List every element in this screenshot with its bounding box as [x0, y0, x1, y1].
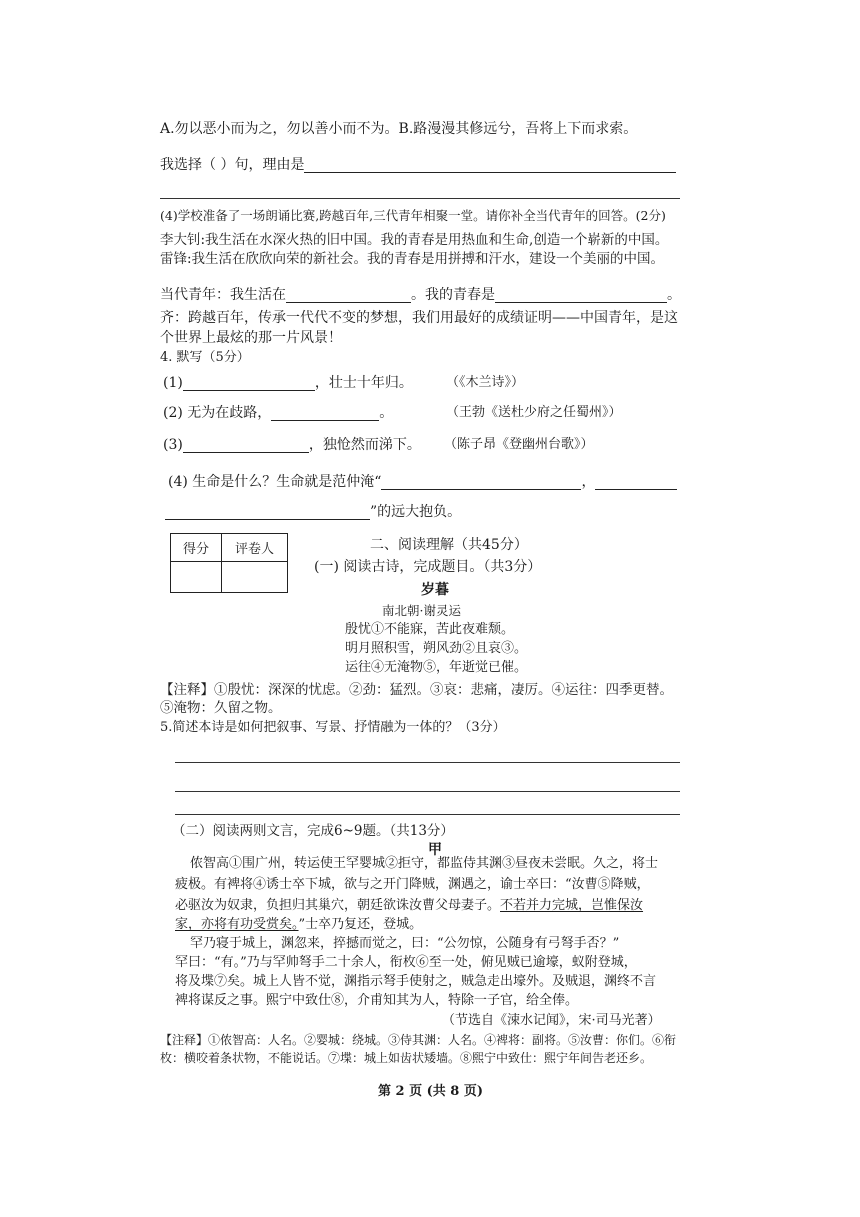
item4-mid: ， [581, 474, 596, 490]
passage-line [175, 918, 422, 932]
item4-blank-3 [165, 505, 370, 520]
answer-rule [175, 762, 680, 763]
choice-line [160, 158, 676, 173]
grader-header: 评卷人 [222, 534, 288, 562]
item4-end: ”的远大抱负。 [370, 504, 462, 520]
youth-blank-1 [286, 288, 411, 303]
question-5: 5.简述本诗是如何把叙事、写景、抒情融为一体的？（3分） [160, 720, 506, 735]
dictation-item-4 [168, 475, 677, 490]
underlined-sentence: 家，亦将有功受赏矣。 [175, 917, 299, 932]
score-header: 得分 [171, 534, 222, 562]
passage-label: 甲 [428, 842, 442, 858]
item1-text: ，壮士十年归。 [314, 375, 413, 391]
reason-blank [304, 158, 676, 173]
youth-end: 。 [667, 287, 681, 303]
passage-text: 必驱汝为奴隶，负担归其巢穴，朝廷欲诛汝曹父母妻子。 [175, 898, 501, 913]
passage-line: 罕曰：“有。”乃与罕帅弩手二十余人，衔枚⑥至一处，俯见贼已逾壕，蚁附登城， [175, 955, 637, 970]
poem-author: 南北朝·谢灵运 [382, 603, 461, 618]
youth-blank-2 [495, 288, 667, 303]
item4-blank-2 [595, 475, 677, 490]
poem-line: 运往④无淹物⑤，年逝觉已催。 [345, 660, 528, 675]
score-box [170, 533, 288, 593]
choice-prompt: 我选择（ ）句，理由是 [160, 157, 305, 173]
lei-feng-line: 雷锋:我生活在欣欣向荣的新社会。我的青春是用拼搏和汗水，建设一个美丽的中国。 [160, 251, 665, 267]
passage-citation: （节选自《涑水记闻》，宋·司马光著） [442, 1013, 661, 1028]
item3-prefix: (3) [163, 437, 183, 453]
passage-line [175, 899, 643, 913]
item2-blank [271, 406, 379, 421]
item2-prefix: (2) 无为在歧路， [163, 405, 272, 421]
item1-blank [183, 376, 315, 391]
dictation-title: 4. 默写（5分） [160, 350, 250, 365]
dictation-item-3 [163, 438, 421, 453]
poem-notes: ⑤淹物：久留之物。 [160, 700, 282, 716]
li-dazhao-line: 李大钊:我生活在水深火热的旧中国。我的青春是用热血和生命,创造一个崭新的中国。 [160, 232, 669, 248]
page-number: 第 2 页 (共 8 页) [378, 1084, 484, 1099]
item3-blank [183, 438, 309, 453]
poem-notes: 【注释】①殷忧：深深的忧虑。②劲：猛烈。③哀：悲痛，凄厉。④运往：四季更替。 [160, 682, 673, 698]
poem-title: 岁暮 [421, 582, 449, 598]
score-cell [171, 562, 222, 593]
dictation-item-1 [163, 376, 413, 391]
item3-text: ，独怆然而涕下。 [308, 437, 421, 453]
contemporary-youth-line [160, 288, 681, 303]
youth-mid: 。我的青春是 [411, 287, 495, 303]
item4-prefix: (4) 生命是什么？生命就是范仲淹“ [168, 474, 382, 490]
grader-cell [222, 562, 288, 593]
item4-blank-1 [381, 475, 581, 490]
passage-notes: 枚：横咬着条状物，不能说话。⑦堞：城上如齿状矮墙。⑧熙宁中致仕：熙宁年间告老还乡。 [160, 1051, 653, 1065]
proverb-options: A.勿以恶小而为之，勿以善小而不为。B.路漫漫其修远兮，吾将上下而求索。 [160, 121, 638, 137]
answer-rule [175, 814, 680, 815]
item2-source: （王勃《送杜少府之任蜀州》） [446, 405, 622, 420]
passage-line: 将及堞⑦矣。城上人皆不觉，渊指示弩手使射之，贼急走出壕外。及贼退，渊终不言 [175, 974, 657, 989]
chorus-line-2: 个世界上最炫的那一片风景！ [160, 330, 342, 346]
item2-text: 。 [379, 405, 394, 421]
youth-lead: 当代青年：我生活在 [160, 287, 286, 303]
answer-rule [175, 791, 680, 792]
passage-text: ”士卒乃复还，登城。 [298, 917, 423, 932]
dictation-item-4-cont [165, 505, 461, 520]
poem-line: 明月照积雪，朔风劲②且哀③。 [345, 641, 528, 656]
passage-line: 疲极。有裨将④诱士卒下城，欲与之开门降贼，渊遇之，谕士卒曰：“汝曹⑤降贼， [175, 877, 650, 892]
passage-line: 罕乃寝于城上，渊忽来，捽撼而觉之，曰：“公勿惊，公随身有弓弩手否？” [190, 936, 620, 951]
part2-title: （二）阅读两则文言，完成6~9题。（共13分） [172, 823, 454, 839]
passage-line: 侬智高①围广州，转运使王罕婴城②拒守，都监侍其渊③昼夜未尝眠。久之，将士 [190, 856, 659, 871]
item1-prefix: (1) [163, 375, 183, 391]
recitation-prompt: (4)学校准备了一场朗诵比赛,跨越百年,三代青年相聚一堂。请你补全当代青年的回答。(2分) [160, 208, 666, 223]
chorus-line-1: 齐：跨越百年，传承一代代不变的梦想，我们用最好的成绩证明——中国青年，是这 [160, 310, 678, 326]
section-title: 二、阅读理解（共45分） [370, 537, 528, 553]
passage-line: 裨将谋反之事。熙宁中致仕⑧，介甫知其为人，特除一子官，给全俸。 [175, 993, 579, 1008]
poem-line: 殷忧①不能寐，苦此夜难颓。 [345, 622, 515, 637]
answer-rule [160, 198, 680, 199]
dictation-item-2 [163, 406, 393, 421]
item3-source: （陈子昂《登幽州台歌》） [444, 437, 594, 452]
passage-notes: 【注释】①侬智高：人名。②婴城：绕城。③侍其渊：人名。④裨将：副将。⑤汝曹：你们。⑥衔 [160, 1033, 677, 1047]
item1-source: （《木兰诗》） [446, 375, 525, 390]
underlined-sentence: 不若并力完城，岂惟保汝 [500, 898, 644, 913]
part1-title: (一) 阅读古诗，完成题目。（共3分） [314, 559, 542, 575]
